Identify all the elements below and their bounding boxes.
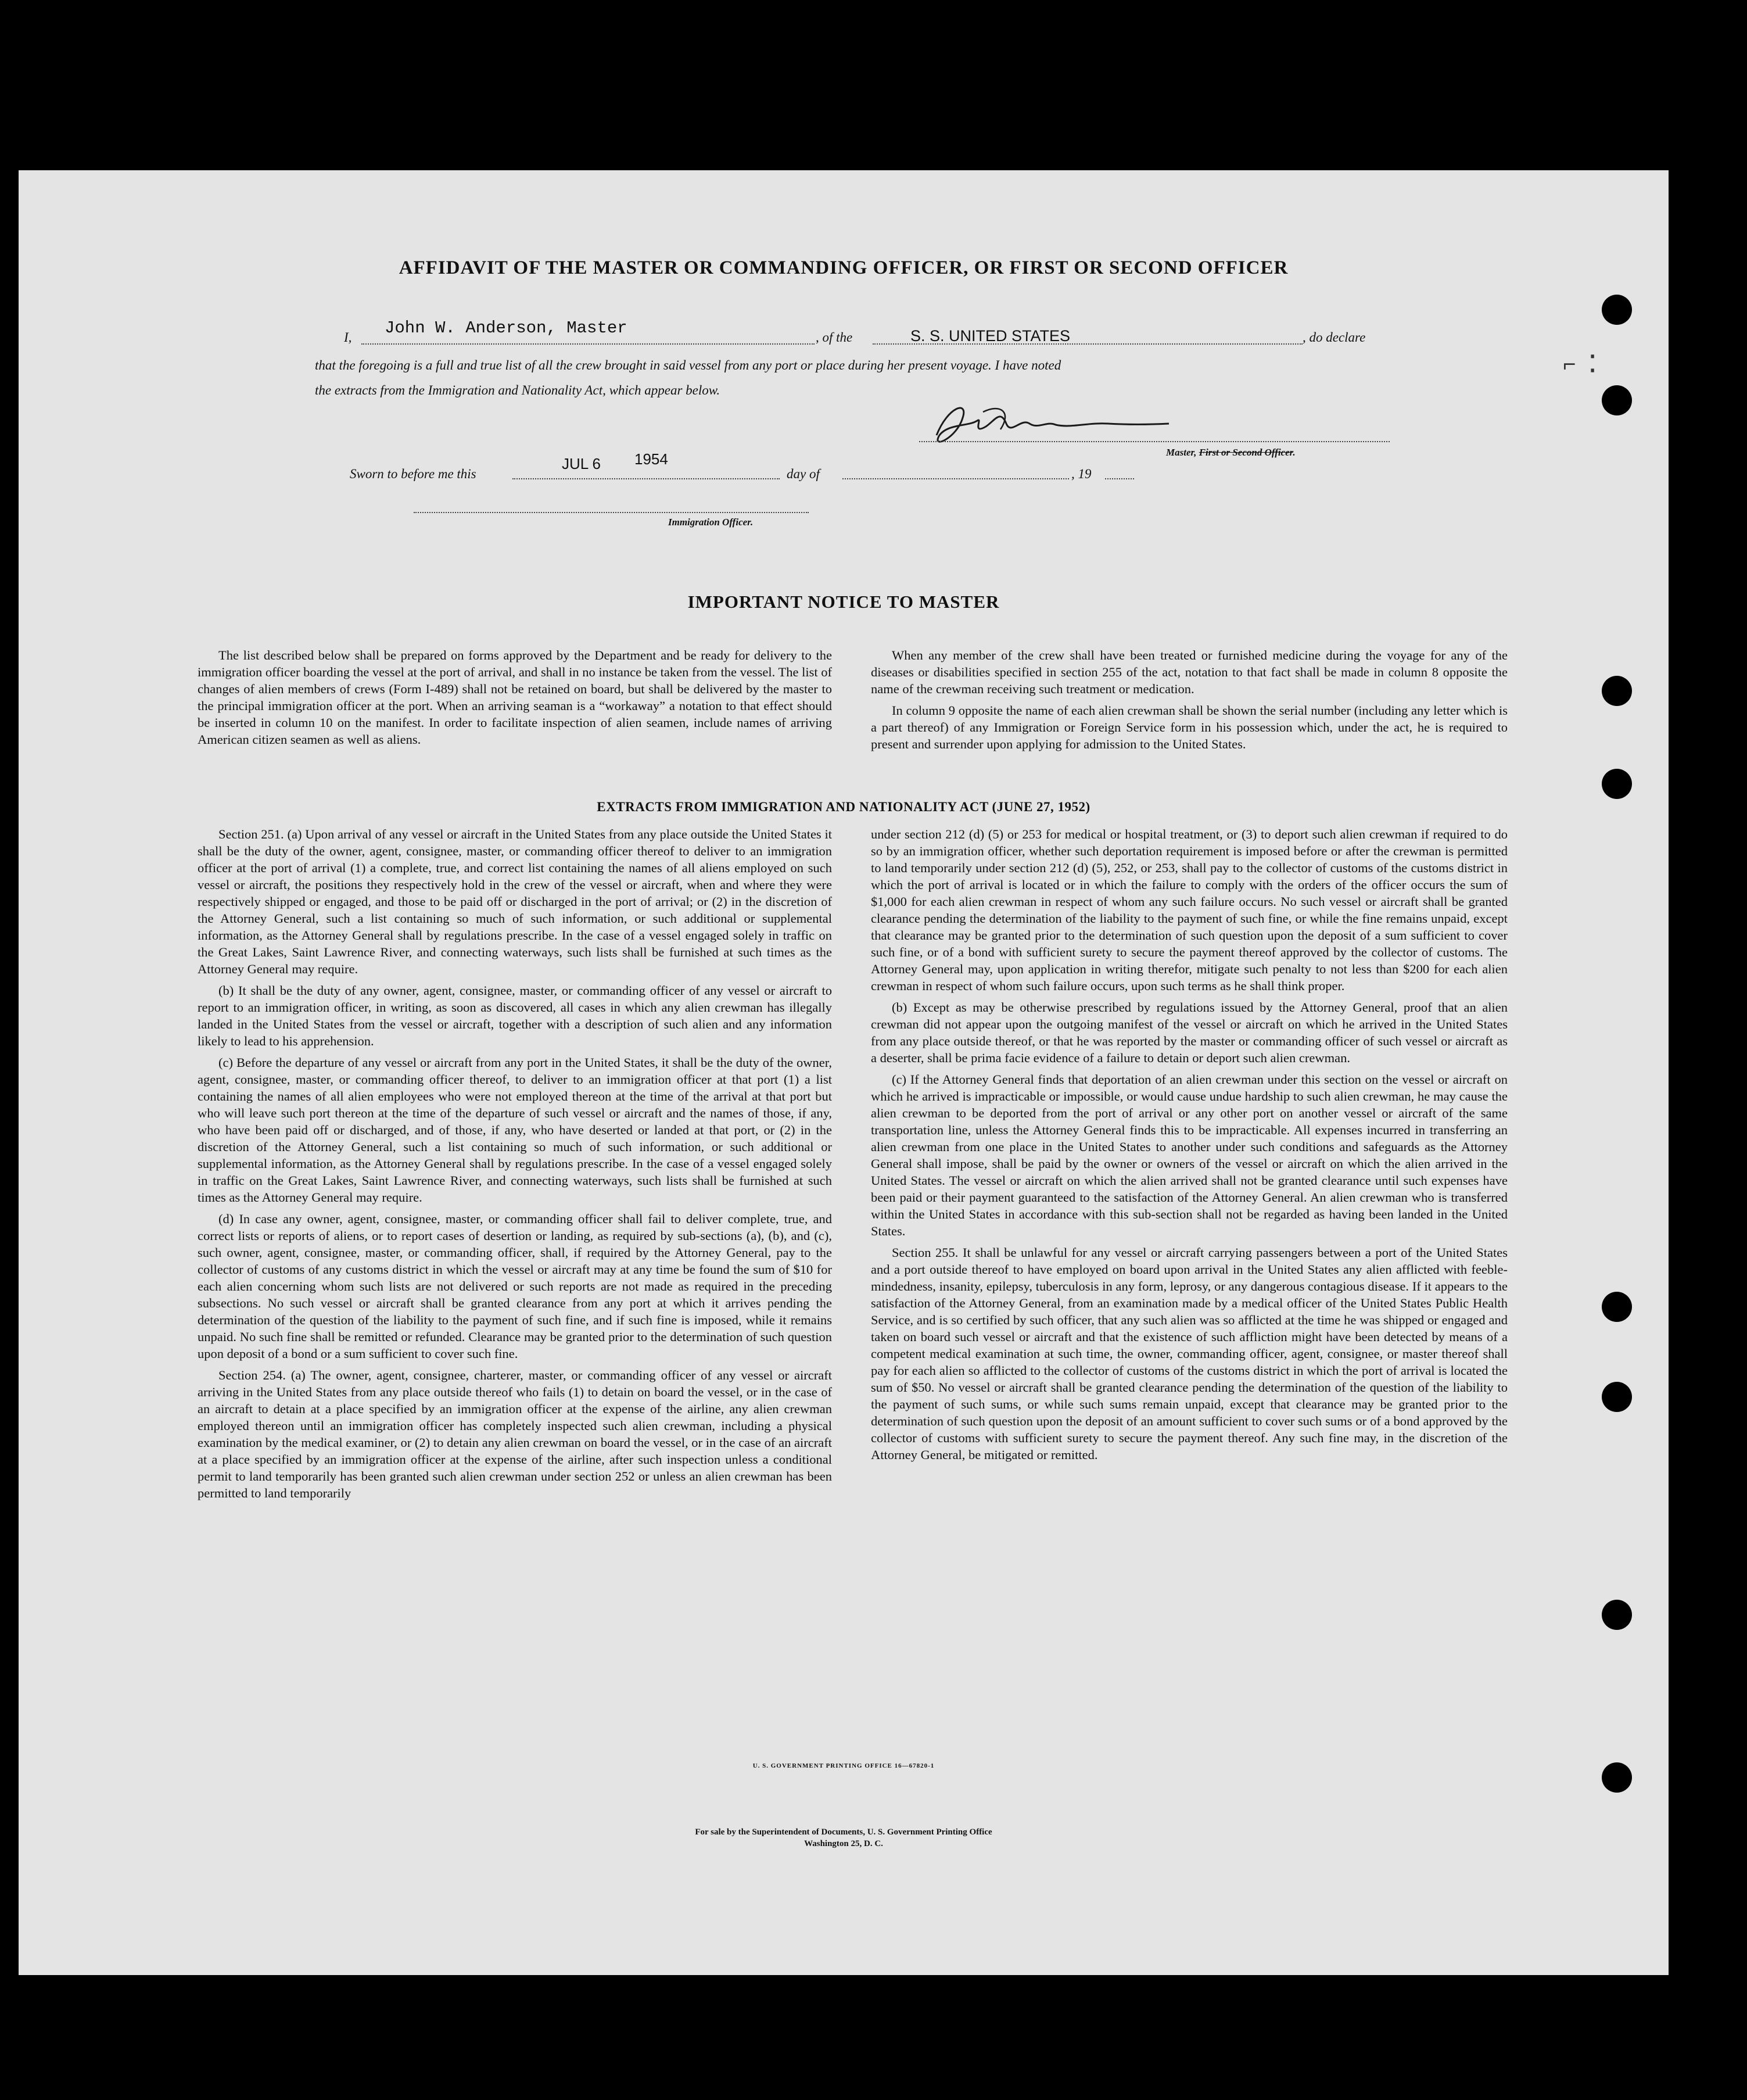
punch-hole [1602, 1600, 1632, 1630]
caption-struck-officer: First or Second Officer [1199, 447, 1293, 458]
immigration-officer-caption: Immigration Officer. [668, 517, 754, 528]
notice-left-paragraph: The list described below shall be prepared on forms approved by the Department and be ready for delivery to the immigration officer boarding the vessel at the port of arrival, and shall in no instance be taken from the vessel. The list of changes of alien members of crews (Form I-489) shall not be retained on board, but shall be delivered by the master to the principal immigration officer at the port. When an arriving seaman is a “workaway” a notation to that effect should be inserted in column 10 on the manifest. In order to facilitate inspection of alien seamen, include names of arriving American citizen seamen as well as aliens. [198, 648, 832, 747]
punch-hole [1602, 676, 1632, 706]
notice-right-column [871, 647, 1508, 757]
declaration-line-1: that the foregoing is a full and true list of all the crew brought in said vessel from any port or place during her present voyage. I have noted [315, 358, 1061, 372]
immigration-officer-line [414, 512, 809, 513]
section-255: Section 255. It shall be unlawful for any vessel or aircraft carrying passengers between a port of the United States and a port outside thereof to have employed on board upon arrival in the United States any alien afflicted with feeble-mindedness, insanity, epilepsy, tuberculosis in any form, leprosy, or any dangerous contagious disease. If it appears to the satisfaction of the Attorney General, from an examination made by a medical officer of the United States Public Health Service, and is so certified by such officer, that any such alien was so afflicted at the time he was shipped or engaged and taken on board such vessel or aircraft and that the existence of such affliction might have been detected by means of a competent medical examination at such time, the owner, commanding officer, agent, consignee, or master thereof shall pay for each alien so afflicted to the collector of customs of the customs district in which the port of arrival is located the sum of $50. No vessel or aircraft shall be granted clearance pending the determination of the question of the liability to the payment of such sums, or while such sums remain unpaid, except that clearance may be granted prior to the determination of such question upon the deposit of an amount sufficient to cover such sums or of a bond approved by the collector of customs with sufficient surety to secure the payment thereof. Any such fine may, in the discretion of the Attorney General, be mitigated or remitted. [871, 1245, 1508, 1462]
notice-left-column [198, 647, 832, 752]
notice-right-paragraph-2: In column 9 opposite the name of each alien crewman shall be shown the serial number (including any letter which is a part thereof) of any Immigration or Foreign Service form in his possession which, under the act, he is required to present and surrender upon applying for admission to the United States. [871, 703, 1508, 751]
handwritten-signature [913, 395, 1192, 458]
caption-master: Master, [1166, 447, 1197, 458]
i-prefix: I, [344, 330, 352, 345]
sale-notice [19, 1826, 1669, 1850]
extracts-left-column [198, 826, 832, 1506]
section-254-a: Section 254. (a) The owner, agent, consignee, charterer, master, or commanding officer of any vessel or aircraft arriving in the United States from any place outside thereof who fails (1) to detain on board the vessel, or in the case of an aircraft to detain at a place specified by an immigration officer at the expense of the airline, any alien crewman employed thereon until an immigration officer has completely inspected such alien crewman, including a physical examination by the medical examiner, or (2) to detain any alien crewman on board the vessel, or in the case of an aircraft at a place specified by an immigration officer at the expense of the airline, after such inspection unless a conditional permit to land temporarily has been granted such alien crewman under section 252 or unless an alien crewman has been permitted to land temporarily [198, 1368, 832, 1500]
affidavit-title: AFFIDAVIT OF THE MASTER OR COMMANDING OFFICER, OR FIRST OR SECOND OFFICER [399, 257, 1289, 278]
section-251-a: Section 251. (a) Upon arrival of any vessel or aircraft in the United States from any place outside the United States it shall be the duty of the owner, agent, consignee, master, or commanding officer thereof to deliver to an immigration officer at the port of arrival (1) a complete, true, and correct list containing the names of all aliens employed on such vessel or aircraft, the positions they respectively hold in the crew of the vessel or aircraft, when and where they were respectively shipped or engaged, and those to be paid off or discharged in the port of arrival; or (2) in the discretion of the Attorney General, such a list containing so much of such information, or such additional or supplemental information, as the Attorney General shall by regulations prescribe. In the case of a vessel engaged solely in traffic on the Great Lakes, Saint Lawrence River, and connecting waterways, such lists shall be furnished at such times as the Attorney General may require. [198, 827, 832, 976]
section-251-b: (b) It shall be the duty of any owner, agent, consignee, master, or commanding officer of any vessel or aircraft to report to an immigration officer, in writing, as soon as discovered, all cases in which any alien crewman has illegally landed in the United States from the vessel or aircraft, together with a description of such alien and any information likely to lead to his apprehension. [198, 983, 832, 1048]
year-line [1105, 478, 1134, 479]
punch-hole [1602, 385, 1632, 415]
sale-line-2: Washington 25, D. C. [804, 1839, 883, 1848]
year-prefix-label: , 19 [1071, 467, 1092, 481]
sworn-date: JUL 6 [562, 455, 601, 472]
day-of-label: day of [787, 467, 820, 481]
caption-end: . [1293, 447, 1296, 458]
extracts-right-column [871, 826, 1508, 1468]
sworn-date-line [512, 478, 780, 479]
month-line [842, 478, 1069, 479]
section-254-b: (b) Except as may be otherwise prescribed by regulations issued by the Attorney General, proof that an alien crewman did not appear upon the outgoing manifest of the vessel or aircraft on which he arrived in the United States from any place outside thereof, or that he was reported by the master or commanding officer of such vessel or aircraft as a deserter, shall be prima facie evidence of a failure to detain or deport such alien crewman. [871, 1000, 1508, 1065]
signature-line [919, 441, 1390, 442]
punch-hole [1602, 769, 1632, 799]
sworn-year: 1954 [634, 450, 668, 468]
notice-title: IMPORTANT NOTICE TO MASTER [687, 592, 1000, 612]
section-251-d: (d) In case any owner, agent, consignee, master, or commanding officer shall fail to deliver complete, true, and correct lists or reports of aliens, or to report cases of desertion or landing, as required by sub-sections (a), (b), and (c), such owner, agent, consignee, master, or commanding officer, shall, if required by the Attorney General, pay to the collector of customs of any customs district in which the vessel or aircraft may at any time be found the sum of $10 for each alien concerning whom such lists are not delivered or such reports are not made as required in the preceding subsections. No such vessel or aircraft shall be granted clearance from any port at which it arrives pending the determination of the question of the liability to the payment of such fine, and if such fine is imposed, while it remains unpaid. No such fine shall be remitted or refunded. Clearance may be granted prior to the determination of such question upon deposit of a bond or a sum sufficient to cover such fine. [198, 1212, 832, 1361]
master-name: John W. Anderson, Master [385, 318, 627, 338]
name-line [361, 343, 815, 345]
declaration-line-2: the extracts from the Immigration and Nationality Act, which appear below. [315, 383, 720, 397]
do-declare-label: , do declare [1303, 330, 1366, 345]
punch-hole [1602, 1382, 1632, 1412]
extracts-title: EXTRACTS FROM IMMIGRATION AND NATIONALITY ACT (JUNE 27, 1952) [597, 800, 1090, 814]
section-254-a-continued: under section 212 (d) (5) or 253 for medical or hospital treatment, or (3) to deport such alien crewman if required to do so by an immigration officer, whether such deportation requirement is imposed before or after the crewman is permitted to land temporarily under section 212 (d) (5), 252, or 253, shall pay to the collector of customs of the customs district in which the port of arrival is located or in which the failure to comply with the orders of the officer occurs the sum of $1,000 for each alien crewman in respect of whom any such failure occurs. No such vessel or aircraft shall be granted clearance pending the determination of the liability to the payment of such fine, or while the fine remains unpaid, except that clearance may be granted prior to the determination of such question upon the deposit of a sum sufficient to cover such fine, or of a bond with sufficient surety to secure the payment thereof approved by the collector of customs. The Attorney General may, upon application in writing therefor, mitigate such penalty to not less than $200 for each alien crewman in respect of whom such failure occurs, upon such terms as he shall think proper. [871, 827, 1508, 993]
signature-caption [1166, 447, 1296, 458]
punch-hole [1602, 1292, 1632, 1322]
section-254-c: (c) If the Attorney General finds that deportation of an alien crewman under this section on the vessel or aircraft on which he arrived is impracticable or impossible, or would cause undue hardship to such alien crewman, he may cause the alien crewman to be deported from the port of arrival or any other port on another vessel or aircraft of the same transportation line, unless the Attorney General finds this to be impracticable. All expenses incurred in transferring an alien crewman from one place in the United States to another under such conditions and safeguards as the Attorney General shall impose, shall be paid by the owner or owners of the vessel or aircraft on which the alien arrived in the United States. The vessel or aircraft on which the alien arrived shall not be granted clearance until such expenses have been paid or their payment guaranteed to the satisfaction of the Attorney General. An alien crewman who is transferred within the United States in accordance with this sub-section shall not be regarded as having been landed in the United States. [871, 1072, 1508, 1238]
vessel-name: S. S. UNITED STATES [910, 327, 1071, 345]
corner-marking: ⌐ ⁚ [1563, 351, 1600, 377]
of-the-label: , of the [816, 330, 853, 345]
sale-line-1: For sale by the Superintendent of Documents, U. S. Government Printing Office [695, 1827, 992, 1837]
section-251-c: (c) Before the departure of any vessel or aircraft from any port in the United States, it shall be the duty of the owner, agent, consignee, master, or commanding officer thereof, to deliver to an immigration officer at that port (1) a list containing the names of all alien employees who were not employed thereon at the time of the arrival at that port but who will leave such port thereon at the time of the departure of such vessel or aircraft and the names of those, if any, who have been paid off or discharged, and of those, if any, who have deserted or landed at that port, or (2) in the discretion of the Attorney General, such a list containing so much of such information, or such additional or supplemental information, as the Attorney General shall by regulations prescribe. In the case of a vessel engaged solely in traffic on the Great Lakes, Saint Lawrence River, and connecting waterways, such lists shall be furnished at such times as the Attorney General may require. [198, 1055, 832, 1205]
punch-hole [1602, 295, 1632, 325]
declaration-line-prefix [344, 330, 351, 345]
vessel-line [873, 343, 1303, 345]
sworn-label: Sworn to before me this [350, 467, 476, 481]
printing-office-line: U. S. GOVERNMENT PRINTING OFFICE 16—67820-1 [752, 1762, 935, 1769]
notice-right-paragraph-1: When any member of the crew shall have been treated or furnished medicine during the voyage for any of the diseases or disabilities specified in section 255 of the act, notation to that fact shall be made in column 8 opposite the name of the crewman receiving such treatment or medication. [871, 648, 1508, 696]
affidavit-form-page [19, 170, 1669, 1975]
